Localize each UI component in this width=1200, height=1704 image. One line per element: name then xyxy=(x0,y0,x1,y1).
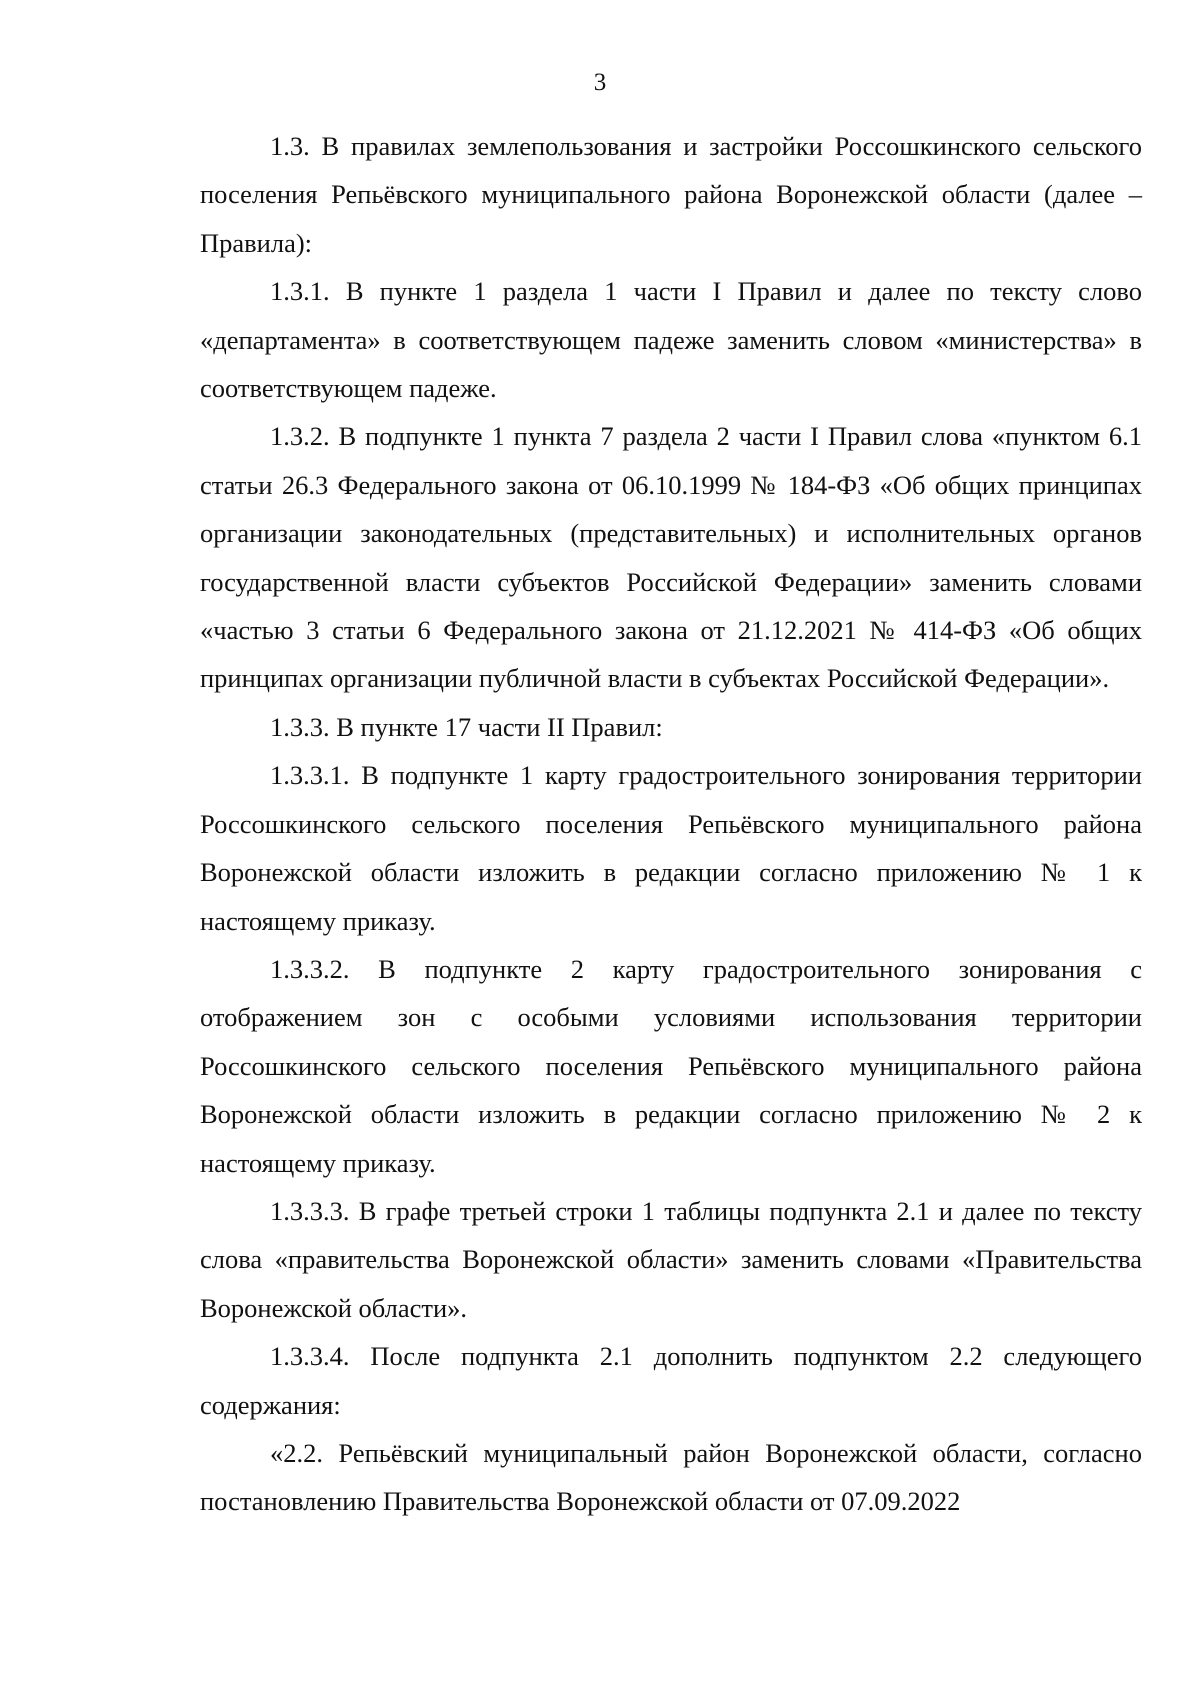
page-number: 3 xyxy=(593,69,607,96)
document-body xyxy=(200,122,1142,1526)
paragraph-1-3-3-4: 1.3.3.4. После подпункта 2.1 дополнить подпунктом 2.2 следующего содержания: xyxy=(200,1341,1142,1420)
paragraph-1-3-3-2: 1.3.3.2. В подпункте 2 карту градостроительного зонирования с отображением зон с особыми условиями использования территории Россошкинского сельского поселения Репьёвского муниципального района Воронежской области изложить в редакции согласно приложению № 2 к настоящему приказу. xyxy=(200,953,1142,1178)
paragraph-1-3-3-1: 1.3.3.1. В подпункте 1 карту градостроительного зонирования территории Россошкинского сельского поселения Репьёвского муниципального района Воронежской области изложить в редакции согласно приложению № 1 к настоящему приказу. xyxy=(200,760,1142,936)
paragraph-1-3: 1.3. В правилах землепользования и застройки Россошкинского сельского поселения Репьёвского муниципального района Воронежской области (далее – Правила): xyxy=(200,131,1142,258)
paragraph-1-3-3-3: 1.3.3.3. В графе третьей строки 1 таблицы подпункта 2.1 и далее по тексту слова «правительства Воронежской области» заменить словами «Правительства Воронежской области». xyxy=(200,1195,1142,1323)
paragraph-1-3-3: 1.3.3. В пункте 17 части II Правил: xyxy=(270,711,663,742)
paragraph-quote-2-2: «2.2. Репьёвский муниципальный район Воронежской области, согласно постановлению Правительства Воронежской области от 07.09.2022 xyxy=(200,1437,1142,1517)
paragraph-1-3-2: 1.3.2. В подпункте 1 пункта 7 раздела 2 части I Правил слова «пунктом 6.1 статьи 26.3 Федерального закона от 06.10.1999 № 184-ФЗ «Об общих принципах организации законодательных (представительных) и исполнительных органов государственной власти субъектов Российской Федерации» заменить словами «частью 3 статьи 6 Федерального закона от 21.12.2021 № 414-ФЗ «Об общих принципах организации публичной власти в субъектах Российской Федерации». xyxy=(200,421,1142,694)
paragraph-1-3-1: 1.3.1. В пункте 1 раздела 1 части I Правил и далее по тексту слово «департамента» в соответствующем падеже заменить словом «министерства» в соответствующем падеже. xyxy=(200,276,1142,404)
